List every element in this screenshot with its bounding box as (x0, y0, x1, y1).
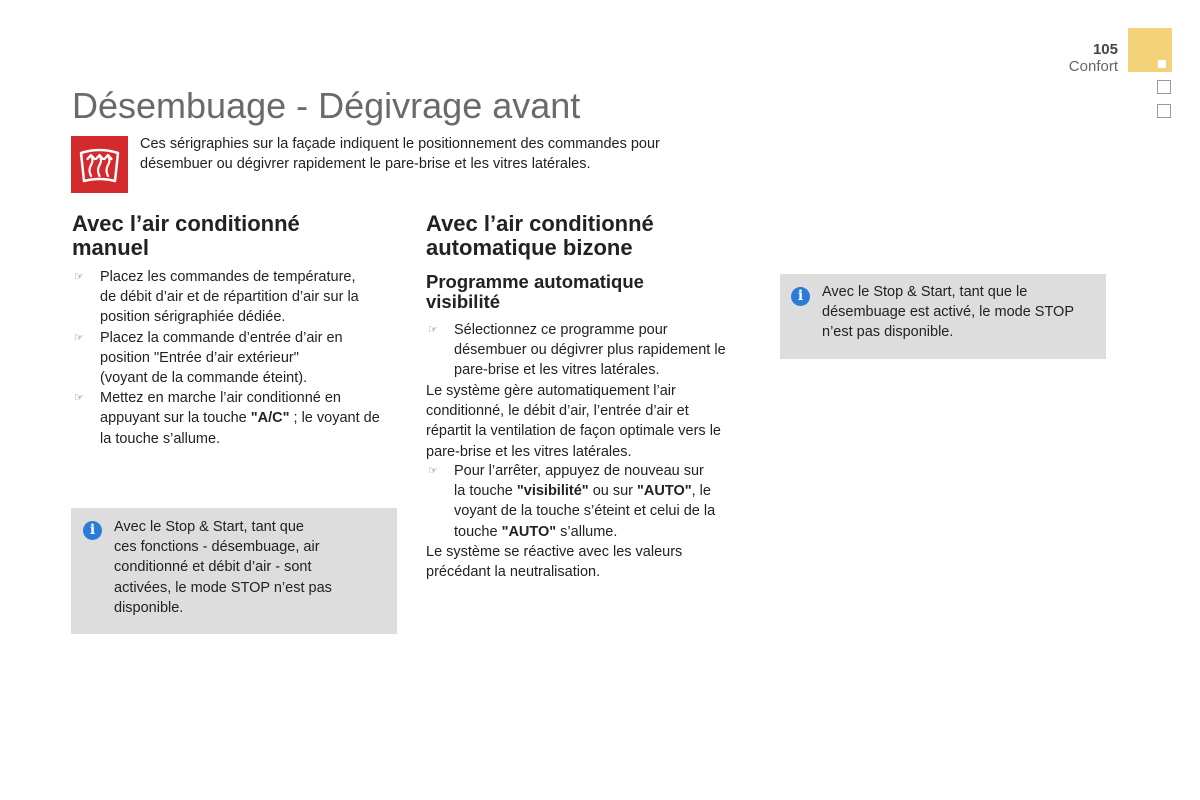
auto-heading (426, 212, 654, 260)
para-line: conditionné, le débit d’air, l’entrée d’air et (426, 403, 689, 420)
step-line: appuyant sur la touche (100, 410, 251, 427)
list-item (72, 388, 412, 449)
step-line: pare-brise et les vitres latérales. (454, 362, 660, 379)
step-line: position sérigraphiée dédiée. (100, 309, 286, 326)
para-line: précédant la neutralisation. (426, 564, 601, 581)
info-line: disponible. (114, 599, 184, 616)
step-line: s’allume. (556, 523, 618, 540)
chapter-tab-box (1157, 80, 1171, 94)
para-line: Le système se réactive avec les valeurs (426, 544, 683, 560)
manual-heading-line1: Avec l’air conditionné (72, 211, 300, 236)
chapter-tab-marker (1158, 60, 1166, 68)
hand-pointer-icon: ☞ (428, 465, 438, 477)
intro-text: Ces sérigraphies sur la façade indiquent le positionnement des commandes pour désembuer ou dégivrer rapidement le pare-brise et les vitres latérales. (140, 136, 660, 172)
visibility-program-heading (426, 272, 644, 312)
step-line: , le (691, 483, 711, 500)
step-line: désembuer ou dégivrer plus rapidement le (454, 342, 726, 359)
manual-info-box (71, 508, 397, 634)
auto-description (426, 381, 766, 462)
para-line: pare-brise et les vitres latérales. (426, 443, 632, 460)
manual-info-text (114, 517, 389, 618)
info-line: n’est pas disponible. (822, 324, 954, 341)
info-icon: i (791, 287, 810, 306)
info-icon: i (83, 521, 102, 540)
para-line: Le système gère automatiquement l’air (426, 383, 676, 399)
step-line: ; le voyant de (289, 410, 380, 427)
step-line: position "Entrée d’air extérieur" (100, 349, 299, 366)
visibility-key-label: "visibilité" (516, 483, 589, 500)
step-line: de débit d’air et de répartition d’air sur la (100, 289, 359, 306)
sub-heading-line1: Programme automatique (426, 271, 644, 292)
step-line: la touche s’allume. (100, 430, 221, 447)
page-number: 105 (1092, 41, 1118, 58)
list-item (426, 320, 766, 381)
list-item (426, 461, 766, 542)
info-line: ces fonctions - désembuage, air (114, 539, 320, 556)
hand-pointer-icon: ☞ (74, 392, 84, 405)
auto-reactivation-text (426, 542, 766, 582)
info-line: conditionné et débit d’air - sont (114, 559, 312, 576)
list-item (72, 328, 412, 389)
page-title: Désembuage - Dégivrage avant (72, 85, 581, 126)
step-line: Sélectionnez ce programme pour (454, 322, 668, 338)
manual-heading (72, 212, 300, 260)
info-line: désembuage est activé, le mode STOP (822, 304, 1075, 321)
hand-pointer-icon: ☞ (74, 331, 84, 344)
auto-key-label: "AUTO" (637, 483, 692, 500)
step-line: ou sur (588, 483, 638, 500)
info-line: Avec le Stop & Start, tant que le (822, 284, 1028, 300)
windshield-defrost-icon (71, 136, 128, 193)
step-line: la touche (454, 483, 517, 500)
auto-step-2 (426, 461, 766, 542)
info-line: activées, le mode STOP n’est pas (114, 579, 332, 596)
stop-start-info-box (780, 274, 1106, 359)
ac-key-label: "A/C" (250, 410, 290, 427)
step-line: Placez les commandes de température, (100, 269, 356, 285)
hand-pointer-icon: ☞ (74, 271, 84, 283)
auto-heading-line1: Avec l’air conditionné (426, 211, 654, 236)
list-item (72, 267, 412, 328)
step-line: Placez la commande d’entrée d’air en (100, 329, 343, 346)
chapter-tab-box (1157, 104, 1171, 118)
auto-step-1 (426, 320, 766, 381)
manual-heading-line2: manuel (72, 235, 150, 260)
manual-steps (72, 267, 412, 449)
step-line: voyant de la touche s’éteint et celui de la (454, 503, 716, 520)
step-line: Mettez en marche l’air conditionné en (100, 390, 341, 407)
hand-pointer-icon: ☞ (428, 324, 438, 336)
para-line: répartit la ventilation de façon optimale vers le (426, 423, 721, 440)
auto-key-label: "AUTO" (501, 523, 557, 540)
sub-heading-line2: visibilité (426, 291, 501, 312)
stop-start-info-text (822, 282, 1102, 343)
info-line: Avec le Stop & Start, tant que (114, 519, 304, 535)
step-line: (voyant de la commande éteint). (100, 370, 308, 387)
step-line: Pour l’arrêter, appuyez de nouveau sur (454, 463, 704, 479)
auto-heading-line2: automatique bizone (426, 235, 633, 260)
section-name: Confort (1068, 58, 1118, 75)
step-line: touche (454, 523, 502, 540)
